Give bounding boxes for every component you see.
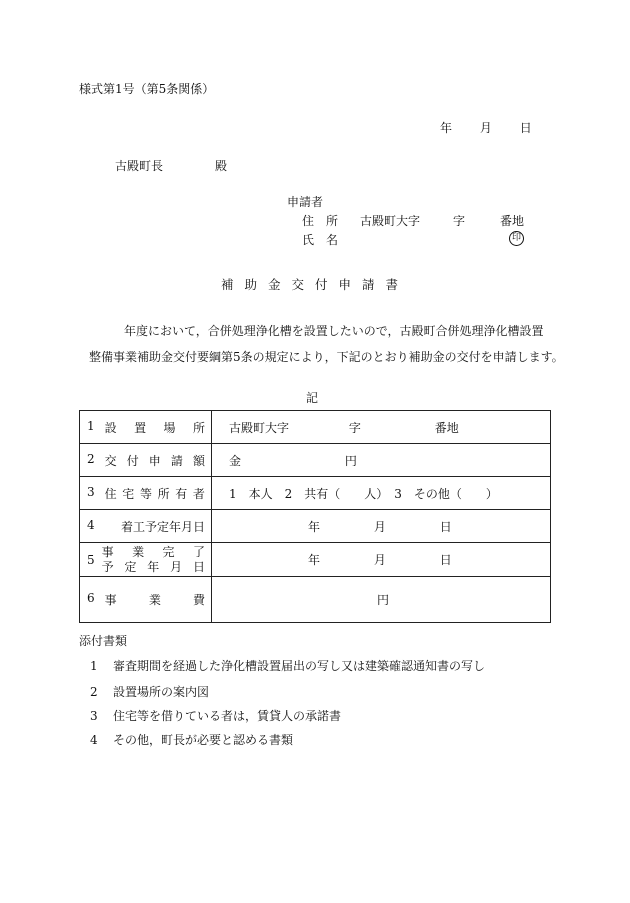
- row-label-line2: 予 定 年 月 日: [101, 559, 205, 574]
- row-number: 1: [87, 418, 95, 433]
- location-value: 古殿町大字: [229, 420, 290, 435]
- addressee: [115, 157, 227, 174]
- form-number: 様式第1号（第5条関係）: [79, 82, 215, 96]
- amount-unit: 円: [344, 453, 357, 468]
- complete-month: 月: [373, 553, 386, 567]
- row-label: 着工予定年月日: [120, 519, 205, 534]
- ki-heading: 記: [306, 391, 319, 405]
- row-label: 設 置 場 所: [104, 420, 205, 435]
- row-number: 5: [87, 552, 95, 567]
- date-line: [440, 119, 532, 136]
- start-day: 日: [439, 519, 452, 534]
- address-aza: 字: [453, 214, 466, 228]
- attachments-heading: 添付書類: [79, 634, 128, 648]
- row-number: 2: [87, 451, 95, 466]
- date-year: 年: [440, 121, 453, 135]
- row-label: 住 宅 等 所 有 者: [104, 486, 205, 501]
- row-label: 交 付 申 請 額: [104, 453, 205, 468]
- document-title: 補助金交付申請書: [220, 277, 409, 292]
- addressee-name: 古殿町長: [115, 159, 164, 173]
- complete-year: 年: [308, 553, 321, 567]
- owner-options: 1 本人 2 共有（ 人） 3 その他（ ）: [212, 477, 551, 510]
- cost-unit: 円: [212, 577, 551, 623]
- name-label: 氏 名: [302, 233, 339, 247]
- complete-day: 日: [439, 553, 452, 567]
- row-number: 3: [87, 484, 95, 499]
- seal-icon: 印: [509, 231, 524, 246]
- date-day: 日: [519, 121, 532, 135]
- start-year: 年: [308, 519, 321, 534]
- address-banchi: 番地: [500, 214, 525, 228]
- address-value: 古殿町大字: [360, 214, 421, 228]
- location-banchi: 番地: [434, 420, 459, 435]
- amount-prefix: 金: [229, 453, 242, 468]
- row-number: 6: [87, 591, 95, 605]
- table-row: [80, 510, 551, 543]
- start-month: 月: [373, 519, 386, 534]
- row-label-line1: 事 業 完 了: [101, 544, 205, 559]
- application-table: [79, 410, 551, 623]
- applicant-heading: 申請者: [287, 195, 324, 209]
- list-item: 1 審査期間を経過した浄化槽設置届出の写し又は建築確認通知書の写し: [90, 659, 486, 673]
- list-item: 4 その他，町長が必要と認める書類: [90, 733, 294, 747]
- table-row: [80, 577, 551, 623]
- table-row: [80, 543, 551, 577]
- row-number: 4: [87, 517, 95, 532]
- body-line-2: 整備事業補助金交付要綱第5条の規定により，下記のとおり補助金の交付を申請します。: [89, 350, 564, 364]
- address-label: 住 所: [302, 214, 339, 228]
- addressee-honorific: 殿: [215, 159, 228, 173]
- table-row: [80, 411, 551, 444]
- date-month: 月: [479, 121, 492, 135]
- table-row: [80, 444, 551, 477]
- list-item: 3 住宅等を借りている者は，賃貸人の承諾書: [90, 709, 342, 723]
- body-line-1: 年度において，合併処理浄化槽を設置したいので，古殿町合併処理浄化槽設置: [124, 324, 544, 338]
- table-row: [80, 477, 551, 510]
- list-item: 2 設置場所の案内図: [90, 685, 210, 699]
- row-label: 事 業 費: [104, 593, 205, 607]
- location-aza: 字: [348, 420, 361, 435]
